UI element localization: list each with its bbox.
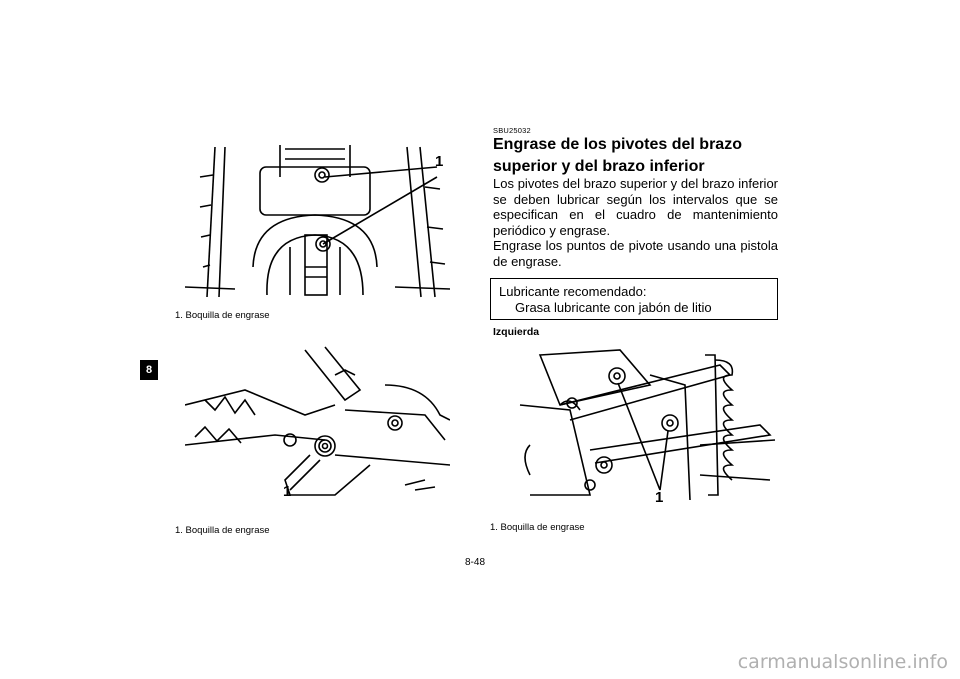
figure-caption-right: 1. Boquilla de engrase [490, 522, 585, 533]
page-number: 8-48 [465, 557, 486, 568]
figure-left-side-pivots [500, 345, 780, 505]
chapter-tab: 8 [140, 360, 158, 380]
lubricant-box [490, 278, 778, 320]
figure-caption-bottom-left: 1. Boquilla de engrase [175, 525, 270, 536]
callout-number: 1 [655, 489, 664, 506]
callout-number: 1 [283, 483, 292, 500]
section-body-2: Engrase los puntos de pivote usando una pistola de engrase. [493, 238, 778, 269]
section-body-1: Los pivotes del brazo superior y del brazo inferior se deben lubricar según los intervalos que se especifican en el cuadro de mantenimiento periódico y engrase. [493, 176, 778, 238]
section-title-line1: Engrase de los pivotes del brazo [493, 136, 742, 153]
lubricant-value: Grasa lubricante con jabón de litio [515, 300, 712, 315]
figure-lower-arm-pivot [185, 345, 450, 505]
section-title-line2: superior y del brazo inferior [493, 158, 705, 175]
subheading: Izquierda [493, 326, 540, 338]
lower-arm-illustration [185, 345, 450, 505]
section-title [493, 135, 742, 176]
callout-number: 1 [435, 153, 444, 170]
lubricant-label: Lubricante recomendado: [499, 284, 647, 299]
section-code: SBU25032 [493, 126, 531, 135]
figure-caption-top-left: 1. Boquilla de engrase [175, 310, 270, 321]
left-side-illustration [500, 345, 780, 505]
figure-upper-arm-pivots [185, 137, 450, 299]
watermark-text: carmanualsonline.info [737, 651, 948, 673]
upper-arm-illustration [185, 137, 450, 299]
